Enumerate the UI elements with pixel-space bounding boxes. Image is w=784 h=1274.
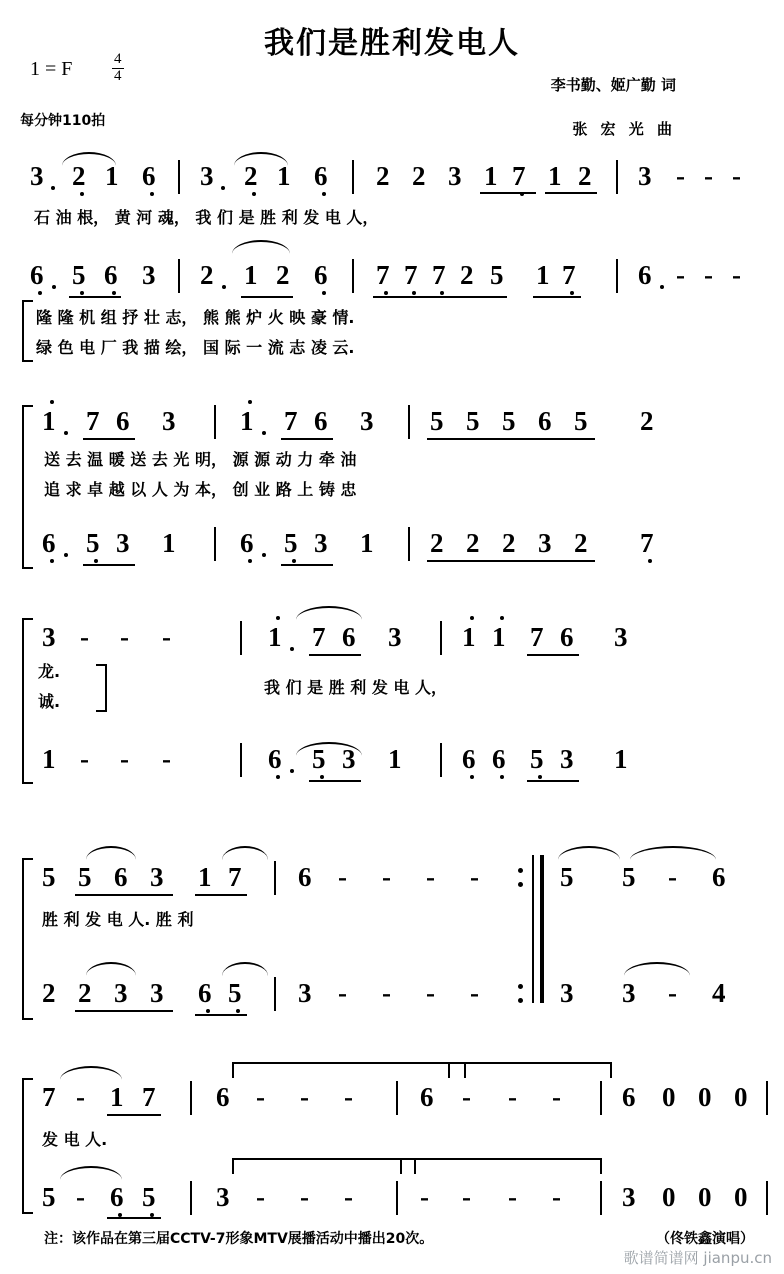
sustain-dash: -	[420, 1182, 429, 1212]
time-signature-numerator: 4	[114, 51, 122, 67]
slur	[86, 962, 136, 976]
lyric-verse-1-ending: 龙.	[38, 662, 61, 681]
performer-credit: （佟铁鑫演唱）	[656, 1231, 754, 1247]
note: 2	[574, 528, 588, 558]
barline	[440, 743, 442, 777]
sustain-dash: -	[508, 1082, 517, 1112]
beam	[75, 1010, 173, 1012]
barline	[352, 160, 354, 194]
note: 1	[162, 528, 176, 558]
augmentation-dot	[290, 769, 294, 773]
sustain-dash: -	[344, 1082, 353, 1112]
sustain-dash: -	[462, 1082, 471, 1112]
lower-octave-dot	[412, 291, 416, 295]
lower-octave-dot	[440, 291, 444, 295]
sustain-dash: -	[382, 978, 391, 1008]
note: 0	[662, 1082, 676, 1112]
barline	[178, 259, 180, 293]
lyricist-credit: 李书勤、姬广勤 词	[550, 76, 676, 94]
note: 1	[268, 622, 282, 652]
phrase-bracket	[232, 1158, 416, 1174]
note: 2	[460, 260, 474, 290]
note: 6	[314, 406, 328, 436]
lower-octave-dot	[470, 775, 474, 779]
final-barline	[766, 1181, 768, 1215]
lower-octave-dot	[648, 559, 652, 563]
note: 3	[200, 161, 214, 191]
slur	[232, 240, 290, 254]
lower-octave-dot	[500, 775, 504, 779]
note: 5	[42, 862, 56, 892]
sustain-dash: -	[676, 161, 685, 191]
lower-octave-dot	[292, 559, 296, 563]
note: 5	[228, 978, 242, 1008]
upper-octave-dot	[50, 400, 54, 404]
note: 3	[216, 1182, 230, 1212]
note: 3	[150, 978, 164, 1008]
verse-brace	[22, 300, 33, 362]
verse-brace-close	[96, 664, 107, 712]
note: 3	[538, 528, 552, 558]
barline-thick	[540, 855, 544, 1003]
augmentation-dot	[222, 285, 226, 289]
site-watermark: 歌谱简谱网 jianpu.cn	[623, 1249, 772, 1267]
note: 4	[712, 978, 726, 1008]
beam	[533, 296, 581, 298]
upper-octave-dot	[470, 616, 474, 620]
sustain-dash: -	[300, 1182, 309, 1212]
note: 6	[638, 260, 652, 290]
note: 7	[512, 161, 526, 191]
upper-octave-dot	[276, 616, 280, 620]
note: 1	[244, 260, 258, 290]
note: 2	[78, 978, 92, 1008]
barline	[616, 160, 618, 194]
note: 0	[698, 1182, 712, 1212]
sustain-dash: -	[382, 862, 391, 892]
note: 3	[116, 528, 130, 558]
upper-octave-dot	[248, 400, 252, 404]
barline	[600, 1181, 602, 1215]
augmentation-dot	[51, 186, 55, 190]
footnote: 注：该作品在第三届CCTV-7形象MTV展播活动中播出20次。	[44, 1231, 434, 1247]
system-brace	[22, 858, 33, 1020]
lower-octave-dot	[384, 291, 388, 295]
lyric-verse-2-ending: 诚.	[38, 692, 61, 711]
sustain-dash: -	[552, 1182, 561, 1212]
note: 1	[105, 161, 119, 191]
note: 1	[548, 161, 562, 191]
note: 6	[314, 161, 328, 191]
note: 5	[466, 406, 480, 436]
lower-octave-dot	[94, 559, 98, 563]
note: 5	[430, 406, 444, 436]
note: 7	[432, 260, 446, 290]
note: 2	[640, 406, 654, 436]
augmentation-dot	[52, 285, 56, 289]
note: 3	[298, 978, 312, 1008]
note: 7	[376, 260, 390, 290]
beam	[527, 654, 579, 656]
note: 6	[712, 862, 726, 892]
page-title: 我们是胜利发电人	[264, 26, 520, 61]
lower-octave-dot	[248, 559, 252, 563]
sustain-dash: -	[426, 978, 435, 1008]
note: 2	[72, 161, 86, 191]
note: 3	[622, 978, 636, 1008]
note: 3	[614, 622, 628, 652]
note: 0	[662, 1182, 676, 1212]
barline-thin	[532, 855, 534, 1003]
note: 6	[198, 978, 212, 1008]
note: 2	[412, 161, 426, 191]
sustain-dash: -	[676, 260, 685, 290]
note: 3	[388, 622, 402, 652]
sustain-dash: -	[508, 1182, 517, 1212]
sustain-dash: -	[80, 622, 89, 652]
barline	[396, 1081, 398, 1115]
beam	[281, 438, 333, 440]
barline	[408, 527, 410, 561]
beam	[107, 1217, 161, 1219]
note: 3	[114, 978, 128, 1008]
barline	[396, 1181, 398, 1215]
note: 6	[298, 862, 312, 892]
augmentation-dot	[221, 186, 225, 190]
note: 1	[277, 161, 291, 191]
slur	[60, 1166, 122, 1180]
sustain-dash: -	[120, 622, 129, 652]
sustain-dash: -	[338, 978, 347, 1008]
sustain-dash: -	[256, 1082, 265, 1112]
note: 1	[492, 622, 506, 652]
sustain-dash: -	[732, 161, 741, 191]
note: 6	[314, 260, 328, 290]
note: 3	[30, 161, 44, 191]
note: 1	[240, 406, 254, 436]
slur	[630, 846, 716, 860]
sustain-dash: -	[732, 260, 741, 290]
system-brace	[22, 618, 33, 784]
note: 6	[216, 1082, 230, 1112]
note: 1	[388, 744, 402, 774]
note: 2	[200, 260, 214, 290]
key-signature: 1 = F	[30, 58, 73, 80]
beam	[241, 296, 293, 298]
note: 1	[484, 161, 498, 191]
slur	[558, 846, 620, 860]
note: 5	[560, 862, 574, 892]
barline	[178, 160, 180, 194]
note: 3	[360, 406, 374, 436]
note: 5	[490, 260, 504, 290]
note: 2	[466, 528, 480, 558]
augmentation-dot	[64, 553, 68, 557]
barline	[352, 259, 354, 293]
sustain-dash: -	[76, 1182, 85, 1212]
note: 5	[530, 744, 544, 774]
repeat-dots	[518, 868, 523, 896]
note: 3	[560, 744, 574, 774]
note: 5	[502, 406, 516, 436]
sustain-dash: -	[256, 1182, 265, 1212]
composer-credit: 张 宏 光 曲	[572, 120, 676, 138]
note: 3	[342, 744, 356, 774]
note: 1	[198, 862, 212, 892]
note: 2	[244, 161, 258, 191]
sustain-dash: -	[120, 744, 129, 774]
note: 1	[536, 260, 550, 290]
note: 6	[622, 1082, 636, 1112]
lower-octave-dot	[80, 291, 84, 295]
slur	[624, 962, 690, 976]
beam	[527, 780, 579, 782]
lower-octave-dot	[206, 1009, 210, 1013]
lower-octave-dot	[252, 192, 256, 196]
beam	[545, 192, 597, 194]
beam	[309, 654, 361, 656]
note: 3	[162, 406, 176, 436]
note: 7	[284, 406, 298, 436]
note: 3	[142, 260, 156, 290]
slur	[222, 962, 268, 976]
barline	[408, 405, 410, 439]
sustain-dash: -	[704, 260, 713, 290]
lyric-line: 胜 利 发 电 人. 胜 利	[42, 910, 194, 929]
note: 2	[578, 161, 592, 191]
sustain-dash: -	[300, 1082, 309, 1112]
barline	[240, 743, 242, 777]
beam	[83, 564, 135, 566]
barline	[274, 977, 276, 1011]
note: 7	[228, 862, 242, 892]
note: 2	[376, 161, 390, 191]
sustain-dash: -	[162, 744, 171, 774]
barline	[274, 861, 276, 895]
note: 3	[560, 978, 574, 1008]
note: 6	[116, 406, 130, 436]
sustain-dash: -	[470, 862, 479, 892]
note: 5	[42, 1182, 56, 1212]
barline	[190, 1081, 192, 1115]
beam	[427, 560, 595, 562]
note: 2	[42, 978, 56, 1008]
note: 7	[404, 260, 418, 290]
note: 6	[114, 862, 128, 892]
barline	[240, 621, 242, 655]
note: 6	[268, 744, 282, 774]
note: 5	[574, 406, 588, 436]
lower-octave-dot	[276, 775, 280, 779]
note: 5	[86, 528, 100, 558]
slur	[60, 1066, 122, 1080]
lower-octave-dot	[112, 291, 116, 295]
barline	[440, 621, 442, 655]
phrase-bracket	[232, 1062, 466, 1078]
barline	[616, 259, 618, 293]
lyric-line-verse-2: 绿 色 电 厂 我 描 绘， 国 际 一 流 志 凌 云.	[36, 338, 355, 357]
barline	[190, 1181, 192, 1215]
system-brace	[22, 405, 33, 569]
note: 7	[640, 528, 654, 558]
note: 6	[30, 260, 44, 290]
slur	[86, 846, 136, 860]
note: 7	[142, 1082, 156, 1112]
note: 7	[312, 622, 326, 652]
slur	[296, 606, 362, 620]
note: 2	[502, 528, 516, 558]
sustain-dash: -	[338, 862, 347, 892]
time-signature-denominator: 4	[114, 67, 122, 84]
beam	[83, 438, 135, 440]
sustain-dash: -	[162, 622, 171, 652]
beam	[75, 894, 173, 896]
note: 5	[312, 744, 326, 774]
note: 0	[734, 1182, 748, 1212]
note: 0	[734, 1082, 748, 1112]
lower-octave-dot	[80, 192, 84, 196]
lower-octave-dot	[570, 291, 574, 295]
lyric-line: 石 油 根， 黄 河 魂， 我 们 是 胜 利 发 电 人，	[34, 208, 379, 227]
note: 3	[448, 161, 462, 191]
sustain-dash: -	[76, 1082, 85, 1112]
note: 3	[638, 161, 652, 191]
phrase-bracket	[448, 1062, 612, 1078]
note: 1	[110, 1082, 124, 1112]
beam	[281, 564, 333, 566]
beam	[195, 1014, 247, 1016]
repeat-dots	[518, 984, 523, 1012]
sustain-dash: -	[668, 978, 677, 1008]
sustain-dash: -	[704, 161, 713, 191]
phrase-bracket	[400, 1158, 602, 1174]
lower-octave-dot	[322, 291, 326, 295]
note: 6	[110, 1182, 124, 1212]
note: 6	[42, 528, 56, 558]
beam	[373, 296, 507, 298]
lower-octave-dot	[150, 192, 154, 196]
note: 6	[420, 1082, 434, 1112]
note: 3	[622, 1182, 636, 1212]
note: 5	[142, 1182, 156, 1212]
note: 3	[314, 528, 328, 558]
note: 3	[150, 862, 164, 892]
augmentation-dot	[262, 431, 266, 435]
note: 5	[72, 260, 86, 290]
note: 6	[492, 744, 506, 774]
note: 0	[698, 1082, 712, 1112]
note: 6	[560, 622, 574, 652]
note: 7	[562, 260, 576, 290]
lower-octave-dot	[322, 192, 326, 196]
note: 2	[430, 528, 444, 558]
lower-octave-dot	[236, 1009, 240, 1013]
beam	[107, 1114, 161, 1116]
beam	[427, 438, 595, 440]
lower-octave-dot	[320, 775, 324, 779]
lyric-line-verse-1: 送 去 温 暖 送 去 光 明， 源 源 动 力 牵 油	[44, 450, 357, 469]
note: 7	[86, 406, 100, 436]
note: 2	[276, 260, 290, 290]
note: 1	[462, 622, 476, 652]
sustain-dash: -	[80, 744, 89, 774]
note: 6	[538, 406, 552, 436]
note: 1	[614, 744, 628, 774]
beam	[69, 296, 121, 298]
note: 3	[42, 622, 56, 652]
lower-octave-dot	[538, 775, 542, 779]
note: 7	[42, 1082, 56, 1112]
augmentation-dot	[660, 285, 664, 289]
sustain-dash: -	[552, 1082, 561, 1112]
upper-octave-dot	[500, 616, 504, 620]
final-barline	[766, 1081, 768, 1115]
barline	[600, 1081, 602, 1115]
augmentation-dot	[262, 553, 266, 557]
sustain-dash: -	[462, 1182, 471, 1212]
augmentation-dot	[64, 431, 68, 435]
lyric-line-verse-1: 隆 隆 机 组 抒 壮 志， 熊 熊 炉 火 映 豪 情.	[36, 308, 355, 327]
note: 1	[42, 406, 56, 436]
beam	[309, 780, 361, 782]
note: 5	[284, 528, 298, 558]
tempo-marking: 每分钟110拍	[20, 113, 106, 129]
note: 7	[530, 622, 544, 652]
time-signature	[112, 52, 124, 85]
note: 6	[240, 528, 254, 558]
lower-octave-dot	[50, 559, 54, 563]
barline	[214, 527, 216, 561]
note: 5	[622, 862, 636, 892]
sustain-dash: -	[426, 862, 435, 892]
note: 6	[342, 622, 356, 652]
note: 6	[104, 260, 118, 290]
lower-octave-dot	[38, 291, 42, 295]
beam	[195, 894, 247, 896]
beam	[480, 192, 536, 194]
note: 6	[462, 744, 476, 774]
sustain-dash: -	[344, 1182, 353, 1212]
note: 6	[142, 161, 156, 191]
sustain-dash: -	[668, 862, 677, 892]
barline	[214, 405, 216, 439]
note: 1	[360, 528, 374, 558]
system-brace	[22, 1078, 33, 1214]
slur	[222, 846, 268, 860]
note: 1	[42, 744, 56, 774]
lyric-line-common: 我 们 是 胜 利 发 电 人，	[264, 678, 447, 697]
lyric-line: 发 电 人.	[42, 1130, 108, 1149]
lyric-line-verse-2: 追 求 卓 越 以 人 为 本， 创 业 路 上 铸 忠	[44, 480, 357, 499]
note: 5	[78, 862, 92, 892]
augmentation-dot	[290, 647, 294, 651]
sustain-dash: -	[470, 978, 479, 1008]
